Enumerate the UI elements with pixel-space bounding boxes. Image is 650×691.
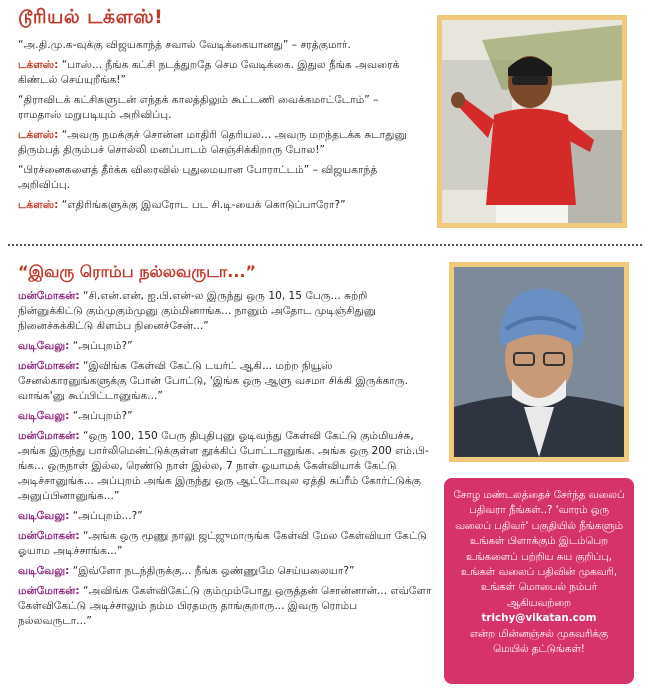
paragraph [18,339,433,354]
speaker-label: வடிவேலு: [18,565,70,577]
man-blue-turban-icon [454,267,624,457]
politician-photo-2 [449,262,629,462]
paragraph-text: “ஒரு 100, 150 பேரு திபுதிபுனு ஓடிவந்து கேள்வி கேட்டு கும்மியச்சு, அங்க இருந்து பார்லிமென்ட்டுக்குள்ள தூக்கிப் போட்டானுங்க. அங்க ஒரு 200 எம்.பி-ங்க... ஒருநாள் இல்ல, ரெண்டு நாள் இல்ல, 7 நாள் ஓயாமக் கேள்வியாக் கேட்டு அடிச்சானுங்க... அப்புறம் அங்க இருந்து ஒரு ஆட்டோவுல ஏத்தி சுப்ரீம் கோர்ட்டுக்கு அனுப்பினானுங்க...” [18,430,429,502]
paragraph-text: “அப்புறம்?” [72,410,133,422]
paragraph [18,429,433,504]
promo-text: சோழ மண்டலத்தைச் சேர்ந்த வலைப் பதிவரா நீங்கள்..? 'வாரம் ஒரு வலைப் பதிவர்' பகுதியில் நீங்களும் உங்கள் பிளாக்கும் இடம்பெற உங்களைப் பற்றிய சுய குறிப்பு, உங்கள் வலைப் பதிவின் முகவரி, உங்கள் மொபைல் நம்பர் ஆகியவற்றை [453,489,625,609]
promo-text-end: என்ற மின்னஞ்சல் முகவரிக்கு மெயில் தட்டுங்கள்! [470,627,608,656]
speaker-label: மன்மோகன்: [18,290,80,302]
paragraph [18,529,433,559]
paragraph-text: “பாஸ்... நீங்க கட்சி நடத்துறதே செம வேடிக்கை. இதுல நீங்க அவரைக் கிண்டல் செய்யுறீங்க!” [18,59,400,86]
paragraph [18,289,433,334]
paragraph-text: “இவிங்க கேள்வி கேட்டு டயர்ட் ஆகி... மற்ற நியூஸ் சேனல்காரனுங்களுக்கு போன் போட்டு, 'இங்க ஒரு ஆளு வசமா சிக்கி இருக்காரு. வாங்க'னு கூப்பிட்டானுங்க...” [18,360,408,402]
speaker-label: வடிவேலு: [18,410,70,422]
paragraph-text: “அவரு நமக்குச் சொன்ன மாதிரி தெரியல... அவரு மறந்தடக்க சுடாதுனு திரும்பத் திரும்பச் சொல்லி மனப்பாடம் செஞ்சிக்கிறாரு போல!” [18,129,407,156]
speaker-label: டக்ளஸ்: [18,59,59,71]
speaker-label: டக்ளஸ்: [18,199,59,211]
section2-dialogue [18,289,433,629]
paragraph [18,198,423,213]
promo-email[interactable]: trichy@vikatan.com [481,612,597,625]
paragraph-text: “அ.தி.மு.க-வுக்கு விஜயகாந்த் சவால் வேடிக்கையானது” – சரத்குமார். [18,39,351,51]
paragraph [18,38,423,53]
paragraph-text: “அங்க ஒரு மூணு நாலு ஜட்ஜுமாருங்க கேள்வி மேல கேள்வியா கேட்டு ஓயாம அடிச்சாங்க...” [18,530,427,557]
paragraph-text: “அப்புறம்?” [72,340,133,352]
paragraph [18,564,433,579]
speaker-label: மன்மோகன்: [18,530,80,542]
speaker-label: மன்மோகன்: [18,430,80,442]
man-red-shirt-icon [442,20,622,223]
speaker-label: மன்மோகன்: [18,585,80,597]
paragraph [18,584,433,629]
speaker-label: வடிவேலு: [18,340,70,352]
paragraph-text: “இவ்ளோ நடந்திருக்கு... நீங்க ஒண்ணுமே செய்யலையா?” [72,565,355,577]
paragraph-text: “பிரச்னைகளைத் தீர்க்க விரைவில் புதுமையான போராட்டம்” – விஜயகாந்த் அறிவிப்பு. [18,164,378,191]
section-dialogue [18,262,433,634]
paragraph [18,359,433,404]
section-douglas [18,6,423,218]
politician-photo-1 [437,15,627,228]
speaker-label: வடிவேலு: [18,510,70,522]
paragraph-text: “சி.என்.என், ஐ.பி.என்-ல இருந்து ஒரு 10, 15 பேரு... சுற்றி நின்னுக்கிட்டு கும்முகும்முனு கும்மினாங்க... நானும் அதோட முடிஞ்சிதுனு நினைச்சுக்கிட்டு கிளம்ப நினைச்சேன்...” [18,290,377,332]
paragraph [18,509,433,524]
paragraph [18,163,423,193]
blogger-promo-box [444,478,634,684]
paragraph [18,128,423,158]
paragraph-text: “அப்புறம்...?” [72,510,143,522]
section1-paragraphs [18,38,423,213]
paragraph-text: “அவிங்க கேள்விகேட்டு கும்மும்போது ஒருத்தன் சொன்னான்... எவ்ளோ கேள்விகேட்டு அடிச்சாலும் நம்ம பிரதமரு தாங்குறாரு... இவரு ரொம்ப நல்லவருடா...” [18,585,432,627]
section2-title: “இவரு ரொம்ப நல்லவருடா...” [18,262,257,281]
section1-title: டூரியல் டக்ளஸ்! [18,6,164,28]
speaker-label: மன்மோகன்: [18,360,80,372]
speaker-label: டக்ளஸ்: [18,129,59,141]
paragraph [18,409,433,424]
section-divider [8,244,642,246]
paragraph-text: “எதிரிங்களுக்கு இவரோட பட சி.டி-யைக் கொடுப்பாரோ?” [61,199,346,211]
paragraph [18,93,423,123]
paragraph-text: “திராவிடக் கட்சிகளுடன் எந்தக் காலத்திலும் கூட்டணி வைக்கமாட்டோம்” – ராமதாஸ் மறுபடியும் அறிவிப்பு. [18,94,379,121]
paragraph [18,58,423,88]
